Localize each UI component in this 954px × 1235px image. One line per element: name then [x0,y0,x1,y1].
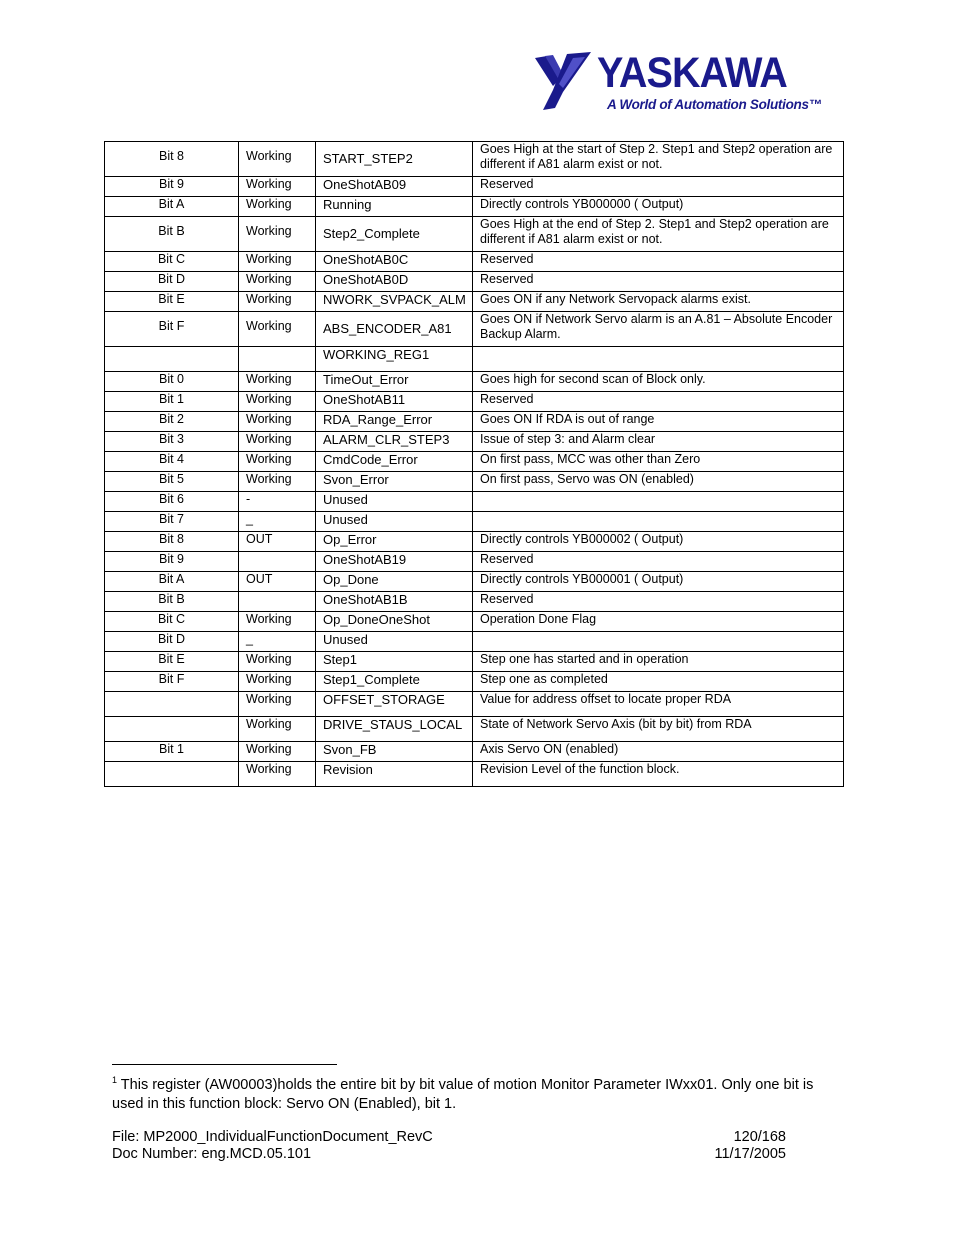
type-cell: Working [239,762,316,787]
type-cell: Working [239,672,316,692]
bit-cell: Bit 2 [105,412,239,432]
description-cell: Directly controls YB000002 ( Output) [473,532,844,552]
table-row [105,452,844,472]
bit-cell: Bit 9 [105,552,239,572]
table-row [105,532,844,552]
table-row [105,347,844,372]
name-cell: Svon_FB [316,742,473,762]
description-cell: Axis Servo ON (enabled) [473,742,844,762]
description-cell: Reserved [473,252,844,272]
bit-cell: Bit 9 [105,177,239,197]
description-cell: Value for address offset to locate proper RDA [473,692,844,717]
description-cell: Reserved [473,552,844,572]
type-cell: Working [239,652,316,672]
table-row [105,392,844,412]
name-cell: OneShotAB0C [316,252,473,272]
description-cell: Step one as completed [473,672,844,692]
footnote [112,1071,842,1114]
type-cell: _ [239,512,316,532]
name-cell: OneShotAB09 [316,177,473,197]
name-cell: NWORK_SVPACK_ALM [316,292,473,312]
type-cell: Working [239,412,316,432]
type-cell: Working [239,142,316,177]
bit-cell: Bit 1 [105,742,239,762]
table-row [105,672,844,692]
name-cell: Running [316,197,473,217]
bit-cell: Bit 0 [105,372,239,392]
description-cell: On first pass, Servo was ON (enabled) [473,472,844,492]
table-row [105,292,844,312]
bit-cell: Bit D [105,632,239,652]
table-row [105,372,844,392]
bit-cell [105,762,239,787]
table-row [105,492,844,512]
description-cell [473,632,844,652]
table-row [105,512,844,532]
bit-cell: Bit 7 [105,512,239,532]
type-cell: Working [239,372,316,392]
table-row [105,612,844,632]
description-cell: State of Network Servo Axis (bit by bit) from RDA [473,717,844,742]
name-cell: ABS_ENCODER_A81 [316,312,473,347]
type-cell: Working [239,292,316,312]
name-cell: DRIVE_STAUS_LOCAL [316,717,473,742]
description-cell [473,347,844,372]
description-cell: Revision Level of the function block. [473,762,844,787]
type-cell: Working [239,252,316,272]
description-cell: Goes ON if any Network Servopack alarms exist. [473,292,844,312]
description-cell: Goes High at the end of Step 2. Step1 and Step2 operation are different if A81 alarm exist or not. [473,217,844,252]
footnote-text: This register (AW00003)holds the entire bit by bit value of motion Monitor Parameter IWxx01. Only one bit is used in this function block: Servo ON (Enabled), bit 1. [112,1077,814,1112]
name-cell: Revision [316,762,473,787]
description-cell [473,512,844,532]
bit-cell: Bit 8 [105,142,239,177]
type-cell: Working [239,392,316,412]
bit-cell: Bit 5 [105,472,239,492]
table-row [105,432,844,452]
table-body [105,142,844,787]
name-cell: Unused [316,632,473,652]
table-row [105,632,844,652]
table-row [105,217,844,252]
table-row [105,197,844,217]
name-cell: OneShotAB19 [316,552,473,572]
name-cell: WORKING_REG1 [316,347,473,372]
bit-cell: Bit E [105,652,239,672]
bit-cell [105,347,239,372]
name-cell: RDA_Range_Error [316,412,473,432]
logo-wordmark: YASKAWA [597,49,787,97]
footer-date: 11/17/2005 [714,1146,786,1162]
type-cell: - [239,492,316,512]
description-cell: Goes ON if Network Servo alarm is an A.81 – Absolute Encoder Backup Alarm. [473,312,844,347]
bit-cell: Bit 1 [105,392,239,412]
table-row [105,552,844,572]
name-cell: Op_Done [316,572,473,592]
description-cell: Reserved [473,592,844,612]
name-cell: Op_Error [316,532,473,552]
description-cell: Issue of step 3: and Alarm clear [473,432,844,452]
bit-cell: Bit F [105,312,239,347]
table-row [105,692,844,717]
name-cell: Step2_Complete [316,217,473,252]
description-cell: Operation Done Flag [473,612,844,632]
name-cell: Op_DoneOneShot [316,612,473,632]
description-cell: Goes ON If RDA is out of range [473,412,844,432]
type-cell: Working [239,177,316,197]
type-cell: Working [239,452,316,472]
table-row [105,592,844,612]
bit-cell: Bit C [105,612,239,632]
type-cell: Working [239,612,316,632]
table-row [105,472,844,492]
type-cell: Working [239,432,316,452]
footnote-mark: 1 [112,1075,118,1085]
type-cell: Working [239,472,316,492]
bit-cell: Bit C [105,252,239,272]
footnote-separator [112,1064,337,1065]
name-cell: OneShotAB1B [316,592,473,612]
footer-doc-number: Doc Number: eng.MCD.05.101 [112,1146,312,1162]
bit-cell: Bit A [105,572,239,592]
type-cell: OUT [239,532,316,552]
table-row [105,717,844,742]
bit-cell: Bit 6 [105,492,239,512]
description-cell: Reserved [473,177,844,197]
description-cell: Reserved [473,392,844,412]
name-cell: TimeOut_Error [316,372,473,392]
logo-tagline: A World of Automation Solutions™ [607,97,822,112]
table-row [105,652,844,672]
description-cell: Step one has started and in operation [473,652,844,672]
bit-cell: Bit D [105,272,239,292]
type-cell [239,347,316,372]
bit-cell: Bit B [105,217,239,252]
description-cell [473,492,844,512]
description-cell: Goes High at the start of Step 2. Step1 and Step2 operation are different if A81 alarm exist or not. [473,142,844,177]
type-cell: Working [239,197,316,217]
name-cell: CmdCode_Error [316,452,473,472]
name-cell: START_STEP2 [316,142,473,177]
name-cell: OFFSET_STORAGE [316,692,473,717]
name-cell: Step1_Complete [316,672,473,692]
type-cell: Working [239,692,316,717]
description-cell: Directly controls YB000000 ( Output) [473,197,844,217]
name-cell: OneShotAB0D [316,272,473,292]
table-row [105,762,844,787]
table-row [105,412,844,432]
yaskawa-mark-icon [533,52,595,112]
bit-cell: Bit 3 [105,432,239,452]
description-cell: Reserved [473,272,844,292]
type-cell: Working [239,312,316,347]
footer-file: File: MP2000_IndividualFunctionDocument_RevC [112,1129,433,1145]
bit-cell: Bit A [105,197,239,217]
bit-definition-table [104,141,844,787]
name-cell: OneShotAB11 [316,392,473,412]
bit-cell: Bit E [105,292,239,312]
description-cell: On first pass, MCC was other than Zero [473,452,844,472]
table-row [105,142,844,177]
table-row [105,572,844,592]
type-cell: Working [239,217,316,252]
bit-cell [105,692,239,717]
type-cell: _ [239,632,316,652]
bit-cell: Bit 8 [105,532,239,552]
table-row [105,312,844,347]
table-row [105,742,844,762]
table-row [105,252,844,272]
name-cell: Step1 [316,652,473,672]
bit-cell [105,717,239,742]
name-cell: Svon_Error [316,472,473,492]
page-footer [112,1129,786,1163]
type-cell [239,592,316,612]
footer-page-number: 120/168 [733,1129,786,1145]
description-cell: Directly controls YB000001 ( Output) [473,572,844,592]
name-cell: Unused [316,512,473,532]
description-cell: Goes high for second scan of Block only. [473,372,844,392]
type-cell: Working [239,272,316,292]
type-cell: Working [239,717,316,742]
name-cell: ALARM_CLR_STEP3 [316,432,473,452]
yaskawa-logo [533,49,823,118]
type-cell [239,552,316,572]
bit-cell: Bit 4 [105,452,239,472]
bit-cell: Bit B [105,592,239,612]
table-row [105,177,844,197]
bit-cell: Bit F [105,672,239,692]
table-row [105,272,844,292]
type-cell: Working [239,742,316,762]
type-cell: OUT [239,572,316,592]
name-cell: Unused [316,492,473,512]
